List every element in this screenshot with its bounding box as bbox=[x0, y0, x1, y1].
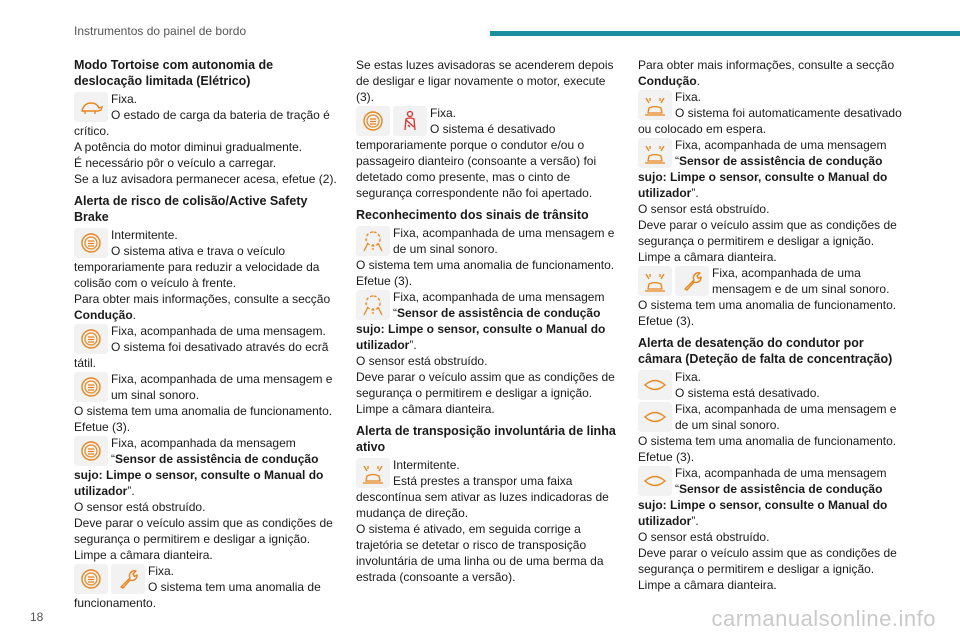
text-line: O sensor está obstruído. bbox=[356, 354, 488, 368]
section-title-lane: Alerta de transposição involuntária de linha ativo bbox=[356, 424, 616, 454]
intro-text: Para obter mais informações, consulte a secção Condução. bbox=[638, 58, 895, 88]
text-line: O sensor está obstruído. bbox=[638, 530, 770, 544]
entry-lane-1 bbox=[638, 89, 906, 137]
text-line: O sistema é ativado, em seguida corrige a trajetória se detetar o risco de transposição involuntária de uma linha ou de uma berma da estrada (consoante a versão). bbox=[356, 522, 604, 584]
entry-text: O sistema está desativado. bbox=[675, 386, 820, 400]
entry-state: Intermitente. bbox=[393, 458, 460, 472]
collision-alert-icon bbox=[74, 324, 108, 354]
collision-alert-icon bbox=[356, 106, 390, 136]
text-line: É necessário pôr o veículo a carregar. bbox=[74, 156, 277, 170]
lane-departure-icon bbox=[638, 138, 672, 168]
entry-text: O sistema tem uma anomalia de funcionamento. Efetue (3). bbox=[74, 404, 333, 434]
entry-text: Fixa, acompanhada de uma mensagem “Sensor de assistência de condução sujo: Limpe o sensor, consulte o Manual do utilizador”. bbox=[638, 466, 888, 528]
entry-lane bbox=[356, 457, 622, 521]
entry-text: O sistema tem uma anomalia de funcionamento. Efetue (3). bbox=[356, 258, 615, 288]
entry-driver-3 bbox=[638, 465, 906, 529]
page-number: 18 bbox=[30, 610, 44, 624]
entry-state: Fixa, acompanhada de uma mensagem e de um sinal sonoro. bbox=[675, 402, 897, 432]
entry-state: Fixa, acompanhada de uma mensagem. bbox=[111, 324, 326, 338]
entry-state: Intermitente. bbox=[111, 228, 178, 242]
entry-text: Fixa, acompanhada de uma mensagem “Sensor de assistência de condução sujo: Limpe o sensor, consulte o Manual do utilizador”. bbox=[638, 138, 888, 200]
watermark: carmanualsonline.info bbox=[711, 606, 936, 631]
text-line: Deve parar o veículo assim que as condições de segurança o permitirem e desligar a ignição. bbox=[74, 516, 333, 546]
seatbelt-icon bbox=[393, 106, 427, 136]
text-line: Limpe a câmara dianteira. bbox=[74, 548, 213, 562]
header-title: Instrumentos do painel de bordo bbox=[74, 24, 247, 38]
entry-collision-5 bbox=[74, 563, 342, 611]
entry-driver-1 bbox=[638, 369, 906, 401]
entry-traffic-1 bbox=[356, 225, 622, 289]
text-line: O sensor está obstruído. bbox=[74, 500, 206, 514]
collision-alert-icon bbox=[74, 564, 108, 594]
entry-lane-2 bbox=[638, 137, 906, 201]
entry-text: O sistema foi automaticamente desativado ou colocado em espera. bbox=[638, 106, 902, 136]
entry-collision-2 bbox=[74, 323, 342, 371]
entry-text: O sistema tem uma anomalia de funcionamento. Efetue (3). bbox=[638, 434, 897, 464]
text-line: Deve parar o veículo assim que as condições de segurança o permitirem e desligar a ignição. bbox=[638, 546, 897, 576]
entry-text: O sistema é desativado temporariamente porque o condutor e/ou o passageiro dianteiro (consoante a versão) foi detetado como presente, mas o cinto de segurança correspondente não foi apertado. bbox=[356, 122, 597, 200]
text-line: Deve parar o veículo assim que as condições de segurança o permitirem e desligar a ignição. bbox=[356, 370, 615, 400]
tortoise-icon bbox=[74, 92, 108, 122]
entry-text: O sistema tem uma anomalia de funcionamento. Efetue (3). bbox=[638, 298, 897, 328]
text-line: Para obter mais informações, consulte a secção Condução. bbox=[74, 292, 331, 322]
entry-tortoise bbox=[74, 91, 342, 139]
entry-traffic-2 bbox=[356, 289, 622, 353]
lane-departure-icon bbox=[356, 458, 390, 488]
intro-text: Se estas luzes avisadoras se acenderem depois de desligar e ligar novamente o motor, execute (3). bbox=[356, 58, 614, 104]
text-line: Se a luz avisadora permanecer acesa, efetue (2). bbox=[74, 172, 337, 186]
entry-text: O sistema foi desativado através do ecrã tátil. bbox=[74, 340, 329, 370]
lane-departure-icon bbox=[638, 90, 672, 120]
collision-alert-icon bbox=[74, 372, 108, 402]
link-conducao[interactable]: Condução bbox=[638, 74, 697, 88]
column-left bbox=[74, 57, 342, 611]
column-middle bbox=[356, 57, 622, 585]
text-line: O sensor está obstruído. bbox=[638, 202, 770, 216]
wrench-icon bbox=[111, 564, 145, 594]
section-title-traffic-signs: Reconhecimento dos sinais de trânsito bbox=[356, 208, 589, 222]
entry-state: Fixa, acompanhada de uma mensagem e de um sinal sonoro. bbox=[712, 266, 890, 296]
entry-text: O sistema ativa e trava o veículo temporariamente para reduzir a velocidade da colisão com o veículo à frente. bbox=[74, 244, 320, 290]
entry-lane-3 bbox=[638, 265, 906, 329]
entry-state: Fixa, acompanhada de uma mensagem e de um sinal sonoro. bbox=[393, 226, 615, 256]
eye-icon bbox=[638, 402, 672, 432]
entry-seatbelt bbox=[356, 105, 622, 201]
entry-text: Fixa, acompanhada de uma mensagem “Sensor de assistência de condução sujo: Limpe o sensor, consulte o Manual do utilizador”. bbox=[356, 290, 606, 352]
entry-text: O sistema tem uma anomalia de funcionamento. bbox=[74, 580, 321, 610]
entry-state: Fixa. bbox=[430, 106, 457, 120]
entry-state: Fixa. bbox=[675, 90, 702, 104]
entry-state: Fixa, acompanhada de uma mensagem e um sinal sonoro. bbox=[111, 372, 333, 402]
section-title-collision: Alerta de risco de colisão/Active Safety Brake bbox=[74, 194, 308, 224]
entry-collision-4 bbox=[74, 435, 342, 499]
entry-collision-3 bbox=[74, 371, 342, 435]
link-conducao[interactable]: Condução bbox=[74, 308, 133, 322]
entry-collision-1 bbox=[74, 227, 342, 291]
section-title-driver-attention: Alerta de desatenção do condutor por câmara (Deteção de falta de concentração) bbox=[638, 336, 893, 366]
text-line: Limpe a câmara dianteira. bbox=[638, 250, 777, 264]
collision-alert-icon bbox=[74, 436, 108, 466]
traffic-sign-icon bbox=[356, 226, 390, 256]
text-line: A potência do motor diminui gradualmente. bbox=[74, 140, 303, 154]
column-right bbox=[638, 57, 906, 593]
lane-departure-icon bbox=[638, 266, 672, 296]
text-line: Deve parar o veículo assim que as condições de segurança o permitirem e desligar a ignição. bbox=[638, 218, 897, 248]
entry-text: O estado de carga da bateria de tração é crítico. bbox=[74, 108, 330, 138]
text-line: Limpe a câmara dianteira. bbox=[356, 402, 495, 416]
header-accent-bar bbox=[490, 31, 960, 36]
entry-state: Fixa. bbox=[675, 370, 702, 384]
eye-icon bbox=[638, 466, 672, 496]
entry-text: Está prestes a transpor uma faixa descontínua sem ativar as luzes indicadoras de mudança de direção. bbox=[356, 474, 609, 520]
entry-state: Fixa. bbox=[111, 92, 138, 106]
collision-alert-icon bbox=[74, 228, 108, 258]
entry-text: Fixa, acompanhada da mensagem “Sensor de assistência de condução sujo: Limpe o sensor, consulte o Manual do utilizador”. bbox=[74, 436, 324, 498]
entry-driver-2 bbox=[638, 401, 906, 465]
traffic-sign-icon bbox=[356, 290, 390, 320]
wrench-icon bbox=[675, 266, 709, 296]
section-title-tortoise: Modo Tortoise com autonomia de deslocação limitada (Elétrico) bbox=[74, 58, 274, 88]
eye-icon bbox=[638, 370, 672, 400]
text-line: Limpe a câmara dianteira. bbox=[638, 578, 777, 592]
entry-state: Fixa. bbox=[148, 564, 175, 578]
